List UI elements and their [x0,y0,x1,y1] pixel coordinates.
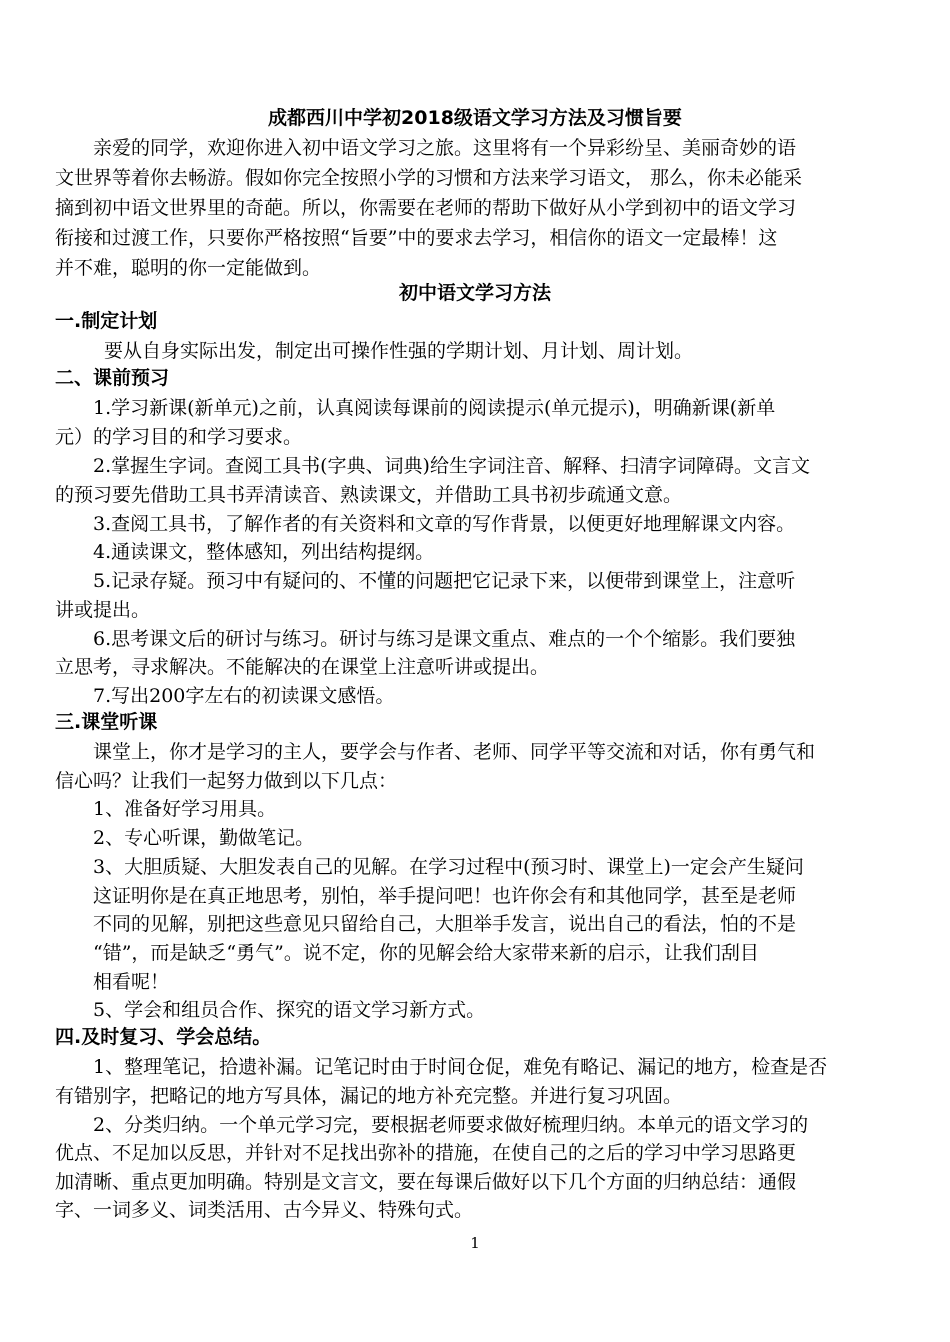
section-heading: 一.制定计划 [55,310,158,332]
paragraph-line: 2、专心听课，勤做笔记。 [93,827,315,849]
paragraph-line: 立思考，寻求解决。不能解决的在课堂上注意听讲或提出。 [55,656,550,678]
section-heading: 四.及时复习、学会总结。 [55,1026,272,1048]
paragraph-line: 1.学习新课(新单元)之前，认真阅读每课前的阅读提示(单元提示)，明确新课(新单 [93,397,776,419]
paragraph-line: 7.写出200字左右的初读课文感悟。 [93,685,395,707]
paragraph-line: 元）的学习目的和学习要求。 [55,426,303,448]
paragraph-line: 加清晰、重点更加明确。特别是文言文，要在每课后做好以下几个方面的归纳总结：通假 [55,1171,797,1193]
paragraph-line: 有错别字，把略记的地方写具体，漏记的地方补充完整。并进行复习巩固。 [55,1085,683,1107]
paragraph-line: 3、大胆质疑、大胆发表自己的见解。在学习过程中(预习时、课堂上)一定会产生疑问 [93,856,804,878]
paragraph-line: 相看呢！ [93,971,170,993]
paragraph-line: 3.查阅工具书，了解作者的有关资料和文章的写作背景，以便更好地理解课文内容。 [93,513,796,535]
paragraph-line: 讲或提出。 [55,599,151,621]
paragraph-line: 信心吗？让我们一起努力做到以下几点： [55,770,398,792]
document-title: 成都西川中学初2018级语文学习方法及习惯旨要 [268,107,682,129]
paragraph-line: 字、一词多义、词类活用、古今异义、特殊句式。 [55,1199,474,1221]
paragraph-line: 1、准备好学习用具。 [93,798,277,820]
intro-line: 衔接和过渡工作，只要你严格按照“旨要”中的要求去学习，相信你的语文一定最棒！这 [55,227,778,249]
page-number: 1 [470,1234,480,1252]
section-heading: 三.课堂听课 [55,711,158,733]
paragraph-line: 1、整理笔记，拾遗补漏。记笔记时由于时间仓促，难免有略记、漏记的地方，检查是否 [93,1056,828,1078]
paragraph-line: 的预习要先借助工具书弄清读音、熟读课文，并借助工具书初步疏通文意。 [55,484,683,506]
intro-line: 并不难，聪明的你一定能做到。 [55,257,322,279]
paragraph-line: 2.掌握生字词。查阅工具书(字典、词典)给生字词注音、解释、扫清字词障碍。文言文 [93,455,810,477]
intro-line: 摘到初中语文世界里的奇葩。所以，你需要在老师的帮助下做好从小学到初中的语文学习 [55,197,797,219]
paragraph-line: 6.思考课文后的研讨与练习。研讨与练习是课文重点、难点的一个个缩影。我们要独 [93,628,796,650]
paragraph-line: 这证明你是在真正地思考，别怕，举手提问吧！也许你会有和其他同学，甚至是老师 [93,885,797,907]
paragraph-line: 4.通读课文，整体感知，列出结构提纲。 [93,541,435,563]
paragraph-line: 5.记录存疑。预习中有疑问的、不懂的问题把它记录下来，以便带到课堂上，注意听 [93,570,796,592]
paragraph-line: 课堂上，你才是学习的主人，要学会与作者、老师、同学平等交流和对话，你有勇气和 [93,741,816,763]
paragraph-line: 优点、不足加以反思，并针对不足找出弥补的措施，在使自己的之后的学习中学习思路更 [55,1142,797,1164]
paragraph-line: 不同的见解，别把这些意见只留给自己，大胆举手发言，说出自己的看法，怕的不是 [93,913,797,935]
section-heading: 二、课前预习 [55,367,170,389]
intro-line: 文世界等着你去畅游。假如你完全按照小学的习惯和方法来学习语文， 那么，你未必能采 [55,167,803,189]
paragraph-line: 要从自身实际出发，制定出可操作性强的学期计划、月计划、周计划。 [104,340,694,362]
paragraph-line: 5、学会和组员合作、探究的语文学习新方式。 [93,999,486,1021]
section-subtitle: 初中语文学习方法 [398,282,551,304]
paragraph-line: “错”，而是缺乏“勇气”。说不定，你的见解会给大家带来新的启示，让我们刮目 [93,942,759,964]
paragraph-line: 2、分类归纳。一个单元学习完，要根据老师要求做好梳理归纳。本单元的语文学习的 [93,1114,809,1136]
intro-line: 亲爱的同学，欢迎你进入初中语文学习之旅。这里将有一个异彩纷呈、美丽奇妙的语 [93,137,797,159]
